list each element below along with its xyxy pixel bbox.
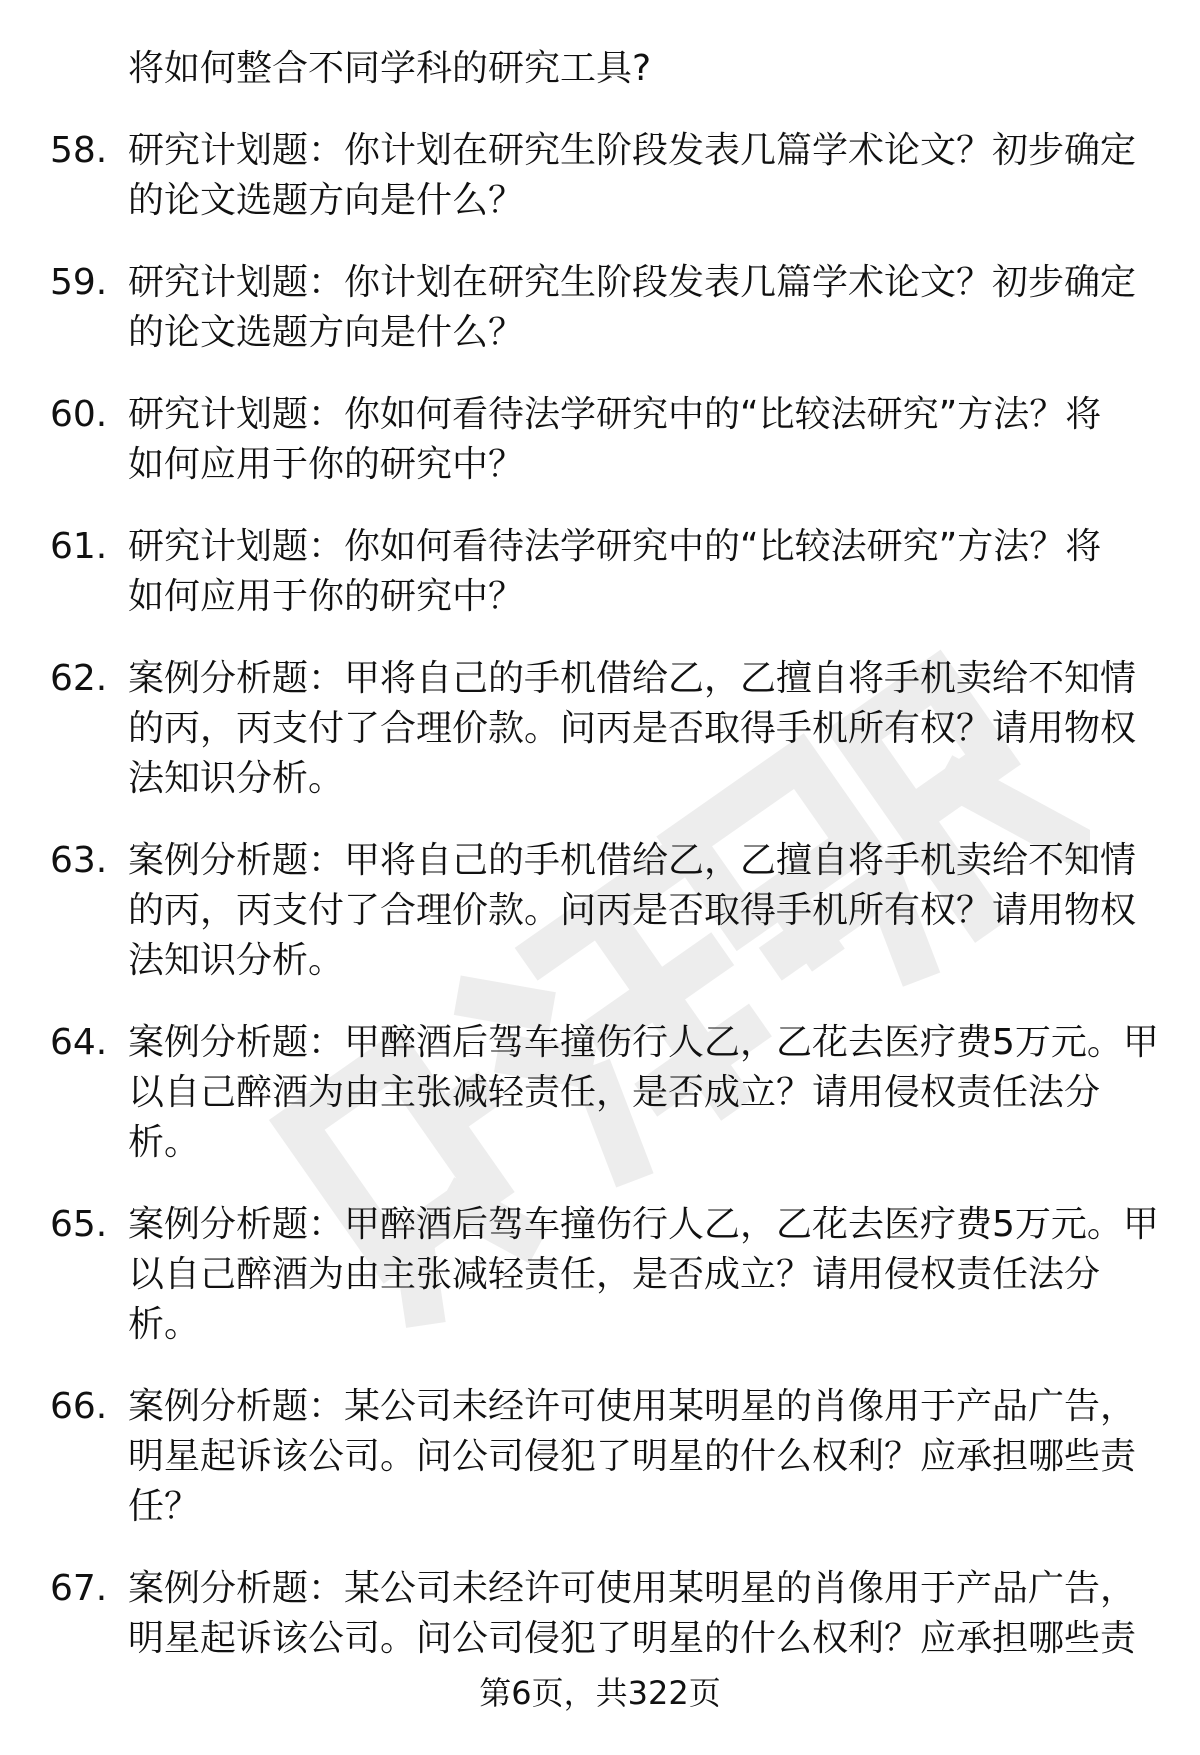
question-number: 60. — [50, 394, 108, 435]
question-text-line: 析。 — [128, 1122, 201, 1163]
question-list — [0, 44, 1200, 1664]
question-item — [0, 390, 1200, 490]
question-text-line: 案例分析题：甲醉酒后驾车撞伤行人乙，乙花去医疗费5万元。甲 — [128, 1204, 1159, 1245]
question-text-line: 案例分析题：甲醉酒后驾车撞伤行人乙，乙花去医疗费5万元。甲 — [128, 1022, 1159, 1063]
question-text-line: 的论文选题方向是什么？ — [128, 312, 525, 353]
question-text-line: 案例分析题：甲将自己的手机借给乙，乙擅自将手机卖给不知情 — [128, 840, 1137, 881]
question-text — [128, 1564, 1158, 1664]
question-text-line: 研究计划题：你如何看待法学研究中的“比较法研究”方法？将 — [128, 526, 1102, 567]
question-number: 64. — [50, 1022, 108, 1063]
question-text — [128, 1200, 1158, 1350]
question-text-line: 析。 — [128, 1304, 201, 1345]
question-text-line: 明星起诉该公司。问公司侵犯了明星的什么权利？应承担哪些责 — [128, 1618, 1137, 1659]
question-text-line: 法知识分析。 — [128, 940, 345, 981]
question-text — [128, 1382, 1158, 1532]
question-item — [0, 126, 1200, 226]
question-text-line: 的论文选题方向是什么？ — [128, 180, 525, 221]
question-number: 63. — [50, 840, 108, 881]
question-text — [128, 258, 1158, 358]
question-item — [0, 1200, 1200, 1350]
question-text-line: 的丙，丙支付了合理价款。问丙是否取得手机所有权？请用物权 — [128, 708, 1137, 749]
question-text-line: 研究计划题：你计划在研究生阶段发表几篇学术论文？初步确定 — [128, 262, 1137, 303]
question-text-line: 研究计划题：你计划在研究生阶段发表几篇学术论文？初步确定 — [128, 130, 1137, 171]
question-text — [128, 522, 1158, 622]
question-item — [0, 1018, 1200, 1168]
question-text — [128, 390, 1158, 490]
question-text-line: 案例分析题：某公司未经许可使用某明星的肖像用于产品广告， — [128, 1568, 1137, 1609]
question-text-line: 案例分析题：甲将自己的手机借给乙，乙擅自将手机卖给不知情 — [128, 658, 1137, 699]
question-item — [0, 522, 1200, 622]
question-text-line: 以自己醉酒为由主张减轻责任，是否成立？请用侵权责任法分 — [128, 1072, 1101, 1113]
question-text-line: 以自己醉酒为由主张减轻责任，是否成立？请用侵权责任法分 — [128, 1254, 1101, 1295]
question-number: 59. — [50, 262, 108, 303]
question-text-line: 如何应用于你的研究中？ — [128, 444, 525, 485]
question-number: 61. — [50, 526, 108, 567]
question-item — [0, 1564, 1200, 1664]
question-text-line: 研究计划题：你如何看待法学研究中的“比较法研究”方法？将 — [128, 394, 1102, 435]
question-text-line: 如何应用于你的研究中？ — [128, 576, 525, 617]
question-text-line: 案例分析题：某公司未经许可使用某明星的肖像用于产品广告， — [128, 1386, 1137, 1427]
question-number: 62. — [50, 658, 108, 699]
question-text — [128, 126, 1158, 226]
continued-question-text: 将如何整合不同学科的研究工具? — [128, 48, 652, 89]
question-item — [0, 654, 1200, 804]
question-number: 65. — [50, 1204, 108, 1245]
question-text-line: 任？ — [128, 1486, 201, 1527]
question-text — [128, 654, 1158, 804]
question-number: 67. — [50, 1568, 108, 1609]
question-text — [128, 836, 1158, 986]
page-footer: 第6页，共322页 — [479, 1674, 721, 1712]
question-item — [0, 836, 1200, 986]
question-number: 66. — [50, 1386, 108, 1427]
question-item — [0, 258, 1200, 358]
question-text-line: 明星起诉该公司。问公司侵犯了明星的什么权利？应承担哪些责 — [128, 1436, 1137, 1477]
question-text — [128, 1018, 1158, 1168]
question-text-line: 法知识分析。 — [128, 758, 345, 799]
question-item — [0, 1382, 1200, 1532]
question-text-line: 的丙，丙支付了合理价款。问丙是否取得手机所有权？请用物权 — [128, 890, 1137, 931]
question-number: 58. — [50, 130, 108, 171]
